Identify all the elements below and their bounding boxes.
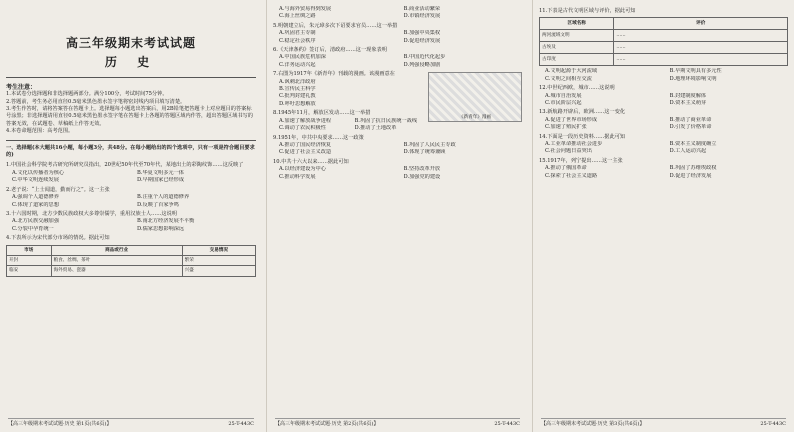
- question-stem: 7.右图为1917年《新青年》刊载的漫画。该漫画意在: [273, 71, 395, 78]
- option: B.推动了商业革命: [669, 116, 712, 123]
- option: A.以经济建设为中心: [279, 166, 326, 173]
- footer-code: 25-T-443C: [228, 420, 254, 427]
- footer-code: 25-T-443C: [494, 420, 520, 427]
- notice-item: 2.答题前，考生务必用直径0.5毫米黑色墨水签字笔将密封线内项目填写清楚。: [6, 98, 186, 105]
- option: D.市镇经济发展: [403, 13, 441, 20]
- table-cell: 两河流域文明: [540, 30, 614, 42]
- option: B.商业活动繁荣: [403, 6, 441, 12]
- question-options: [279, 30, 522, 45]
- option: C.稳定社会秩序: [279, 37, 316, 44]
- question-stem: 5.明朝建立后，朱元璋多次下诏要求官员……这一举措: [273, 22, 398, 29]
- option: C.加速了殖民扩张: [545, 124, 587, 131]
- question-stem: 2.老子说：“上士闻道，勤而行之”。这一主张: [6, 186, 110, 193]
- option: D.加强党的建设: [403, 173, 441, 180]
- question-options: [545, 165, 788, 180]
- option: B.华夏文明多元一体: [137, 169, 184, 176]
- table-cell: 粮食、丝绸、茶叶: [51, 255, 182, 265]
- option: D.促进了经济发展: [669, 172, 712, 179]
- table-row: [7, 255, 256, 265]
- notice-item: 4.本卷命题范围：高考范围。: [6, 128, 74, 135]
- question-stem: 14.下面是一段历史资料……据此可知: [539, 133, 626, 140]
- option: B.早期文明具有多元性: [669, 68, 722, 75]
- option: B.资本主义制度确立: [669, 141, 717, 148]
- exam-title: 高三年级期末考试试题: [65, 36, 196, 50]
- question-options: [279, 6, 522, 21]
- question-stem: 8.1945年11月，解放区发动……这一举措: [273, 110, 371, 117]
- cartoon-caption: 《新青年》漫画: [458, 114, 492, 120]
- section-heading: 一、选择题(本大题共16小题，每小题3分，共48分。在每小题给出的四个选项中，只有一项是符合题目要求的): [6, 144, 255, 159]
- question-stem: 4.下表所示为宋代部分市场的情况。据此可知: [6, 235, 110, 242]
- option: C.推动科学发展: [279, 173, 316, 180]
- option: A.中国民族危机加深: [279, 54, 326, 61]
- option: D.工人运动兴起: [669, 148, 707, 155]
- option: D.地理环境影响文明: [669, 75, 717, 82]
- option: B.巩固了人民民主专政: [403, 141, 456, 148]
- option: D.儒家思想影响深远: [137, 225, 185, 232]
- option: A.巩固君主专制: [279, 30, 316, 37]
- option: C.分裂中孕育统一: [12, 225, 54, 232]
- option: A.工业革命推动社会进步: [545, 141, 603, 148]
- notice-item: 3.考生作答时，请将答案答在答题卡上。选择题每小题选出答案后，用2B铅笔把答题卡上对应题目的答案标号涂黑；非选择题请用直径0.5毫米黑色墨水签字笔在答题卡上各题的答题区域内作答，超出答题区域书写的答案无效，在试题卷、草稿纸上作答无效。: [6, 106, 253, 127]
- option: D.资本主义萌芽: [669, 100, 707, 107]
- question-options: [279, 54, 522, 69]
- option: D.列强侵略加剧: [403, 61, 441, 68]
- table-cell: 临安: [7, 266, 52, 276]
- option: C.体现了道家的思想: [12, 201, 59, 208]
- table-header: 商品或行业: [51, 245, 182, 255]
- option: C.洋务运动兴起: [279, 61, 316, 68]
- question-options: [545, 68, 788, 83]
- option: C.海上丝绸之路: [279, 13, 316, 20]
- option: B.宣传民主科学: [279, 86, 316, 93]
- question-stem: 10.中共十六大以来……据此可知: [273, 158, 349, 165]
- option: C.社会问题日益突出: [545, 148, 592, 155]
- option: D.反映了百家争鸣: [137, 201, 179, 208]
- table-row: [540, 54, 788, 66]
- option: A.文化以传播者为核心: [12, 169, 65, 176]
- table-row: [540, 42, 788, 54]
- footer-left: 【高三年级期末考试试题·历史 第2页(共6页)】: [275, 420, 379, 427]
- option: B.巩固了抗日民族统一战线: [354, 117, 418, 124]
- option: B.巩固了苏维埃政权: [669, 165, 717, 172]
- footer-left: 【高三年级期末考试试题·历史 第3页(共6页)】: [541, 420, 645, 427]
- option: C.市民阶层兴起: [545, 100, 582, 107]
- option: D.引发了价格革命: [669, 124, 712, 131]
- option: D.呼吁思想解放: [279, 100, 316, 107]
- page-footer: [8, 418, 254, 428]
- page-1: [0, 0, 262, 432]
- table-header: 评价: [614, 18, 788, 30]
- option: B.加强中央集权: [403, 30, 441, 37]
- notice-block: [6, 84, 256, 136]
- question-stem: 11.下表是古代文明区域与评价，据此可知: [539, 8, 636, 14]
- question-stem: 12.中世纪西欧，城市……这说明: [539, 85, 615, 92]
- option: B.封建制度解体: [669, 92, 707, 99]
- question-options: [279, 142, 522, 157]
- option: A.推动了俄国革命: [545, 165, 587, 172]
- option: B.注重个人的道德修养: [137, 194, 190, 201]
- table-cell: 开封: [7, 255, 52, 265]
- option: A.文明起源于大河流域: [545, 68, 598, 75]
- notice-heading: 考生注意：: [6, 83, 37, 91]
- option: C.批判封建礼教: [279, 93, 316, 100]
- option: D.促进经济发展: [403, 37, 441, 44]
- option: A.促进了世界市场形成: [545, 116, 598, 123]
- question-options: [12, 194, 256, 209]
- divider: [6, 140, 256, 141]
- table-row: [7, 266, 256, 276]
- option: B.中国近代化起步: [403, 54, 446, 61]
- footer-left: 【高三年级期末考试试题·历史 第1页(共6页)】: [8, 420, 112, 427]
- option: A.推动了国民经济恢复: [279, 141, 332, 148]
- footer-code: 25-T-443C: [760, 420, 786, 427]
- table-cell: 古埃及: [540, 42, 614, 54]
- exam-subject: 历 史: [104, 55, 158, 70]
- option: D.早期国家已经形成: [137, 177, 185, 184]
- table-cell: ……: [614, 42, 788, 54]
- question-options: [545, 117, 788, 132]
- table-cell: 海外贸易、瓷器: [51, 266, 182, 276]
- question-stem: 13.新航路开辟后，欧洲……这一变化: [539, 109, 626, 116]
- table-header: 市场: [7, 245, 52, 255]
- table-cell: 兴盛: [182, 266, 255, 276]
- question-table: [6, 245, 256, 277]
- question-options: [279, 166, 522, 181]
- table-row: [540, 30, 788, 42]
- question-stem: 3.十六国时期，北方少数民族政权大多尊崇儒学，重用汉族士人……这说明: [6, 210, 177, 217]
- page-2: [266, 0, 528, 432]
- question-options: [279, 118, 424, 133]
- table-cell: ……: [614, 54, 788, 66]
- table-cell: ……: [614, 30, 788, 42]
- option: D.体现了统筹兼顾: [403, 149, 446, 156]
- option: A.与海外贸易得到发展: [279, 6, 332, 12]
- option: C.调动了农民积极性: [279, 125, 326, 132]
- question-stem: 9.1951年，中共中央要求……这一政策: [273, 134, 364, 141]
- divider: [6, 77, 256, 78]
- option: D.推动了土地改革: [354, 125, 397, 132]
- cartoon-image: [428, 72, 522, 122]
- question-options: [279, 79, 424, 109]
- table-cell: 古印度: [540, 54, 614, 66]
- option: B.南北方经济发展不平衡: [137, 218, 195, 225]
- table-header: 交易情况: [182, 245, 255, 255]
- notice-item: 1.本试卷分选择题和非选择题两部分。满分100分，考试时间75分钟。: [6, 91, 168, 98]
- option: C.文明之间相互交流: [545, 75, 592, 82]
- question-stem: 1.中国社会科学院考古研究所研究员指出，20世纪50年代至70年代，某地出土的彩陶纹饰……这反映了: [6, 162, 244, 169]
- question-options: [545, 141, 788, 156]
- option: A.北方民族交融加强: [12, 218, 59, 225]
- question-stem: 15.1917年，列宁提出……这一主张: [539, 157, 623, 164]
- page-3: [532, 0, 794, 432]
- page-footer: [275, 418, 520, 428]
- option: C.探索了社会主义道路: [545, 172, 598, 179]
- option: A.强调个人道德修养: [12, 194, 59, 201]
- question-options: [545, 93, 788, 108]
- option: A.城市自治发展: [545, 92, 582, 99]
- question-options: [12, 218, 256, 233]
- option: A.讽刺北洋政府: [279, 78, 316, 85]
- option: C.中华文明连续发展: [12, 177, 59, 184]
- page-footer: [541, 418, 786, 428]
- question-table: [539, 17, 788, 66]
- option: C.促进了社会主义改造: [279, 149, 332, 156]
- option: B.坚持改革开放: [403, 166, 441, 173]
- question-options: [12, 170, 256, 185]
- question-stem: 6.《天津条约》签订后，清政府……这一现象表明: [273, 47, 387, 54]
- table-header: 区域名称: [540, 18, 614, 30]
- table-cell: 繁荣: [182, 255, 255, 265]
- option: A.加速了解放战争进程: [279, 117, 332, 124]
